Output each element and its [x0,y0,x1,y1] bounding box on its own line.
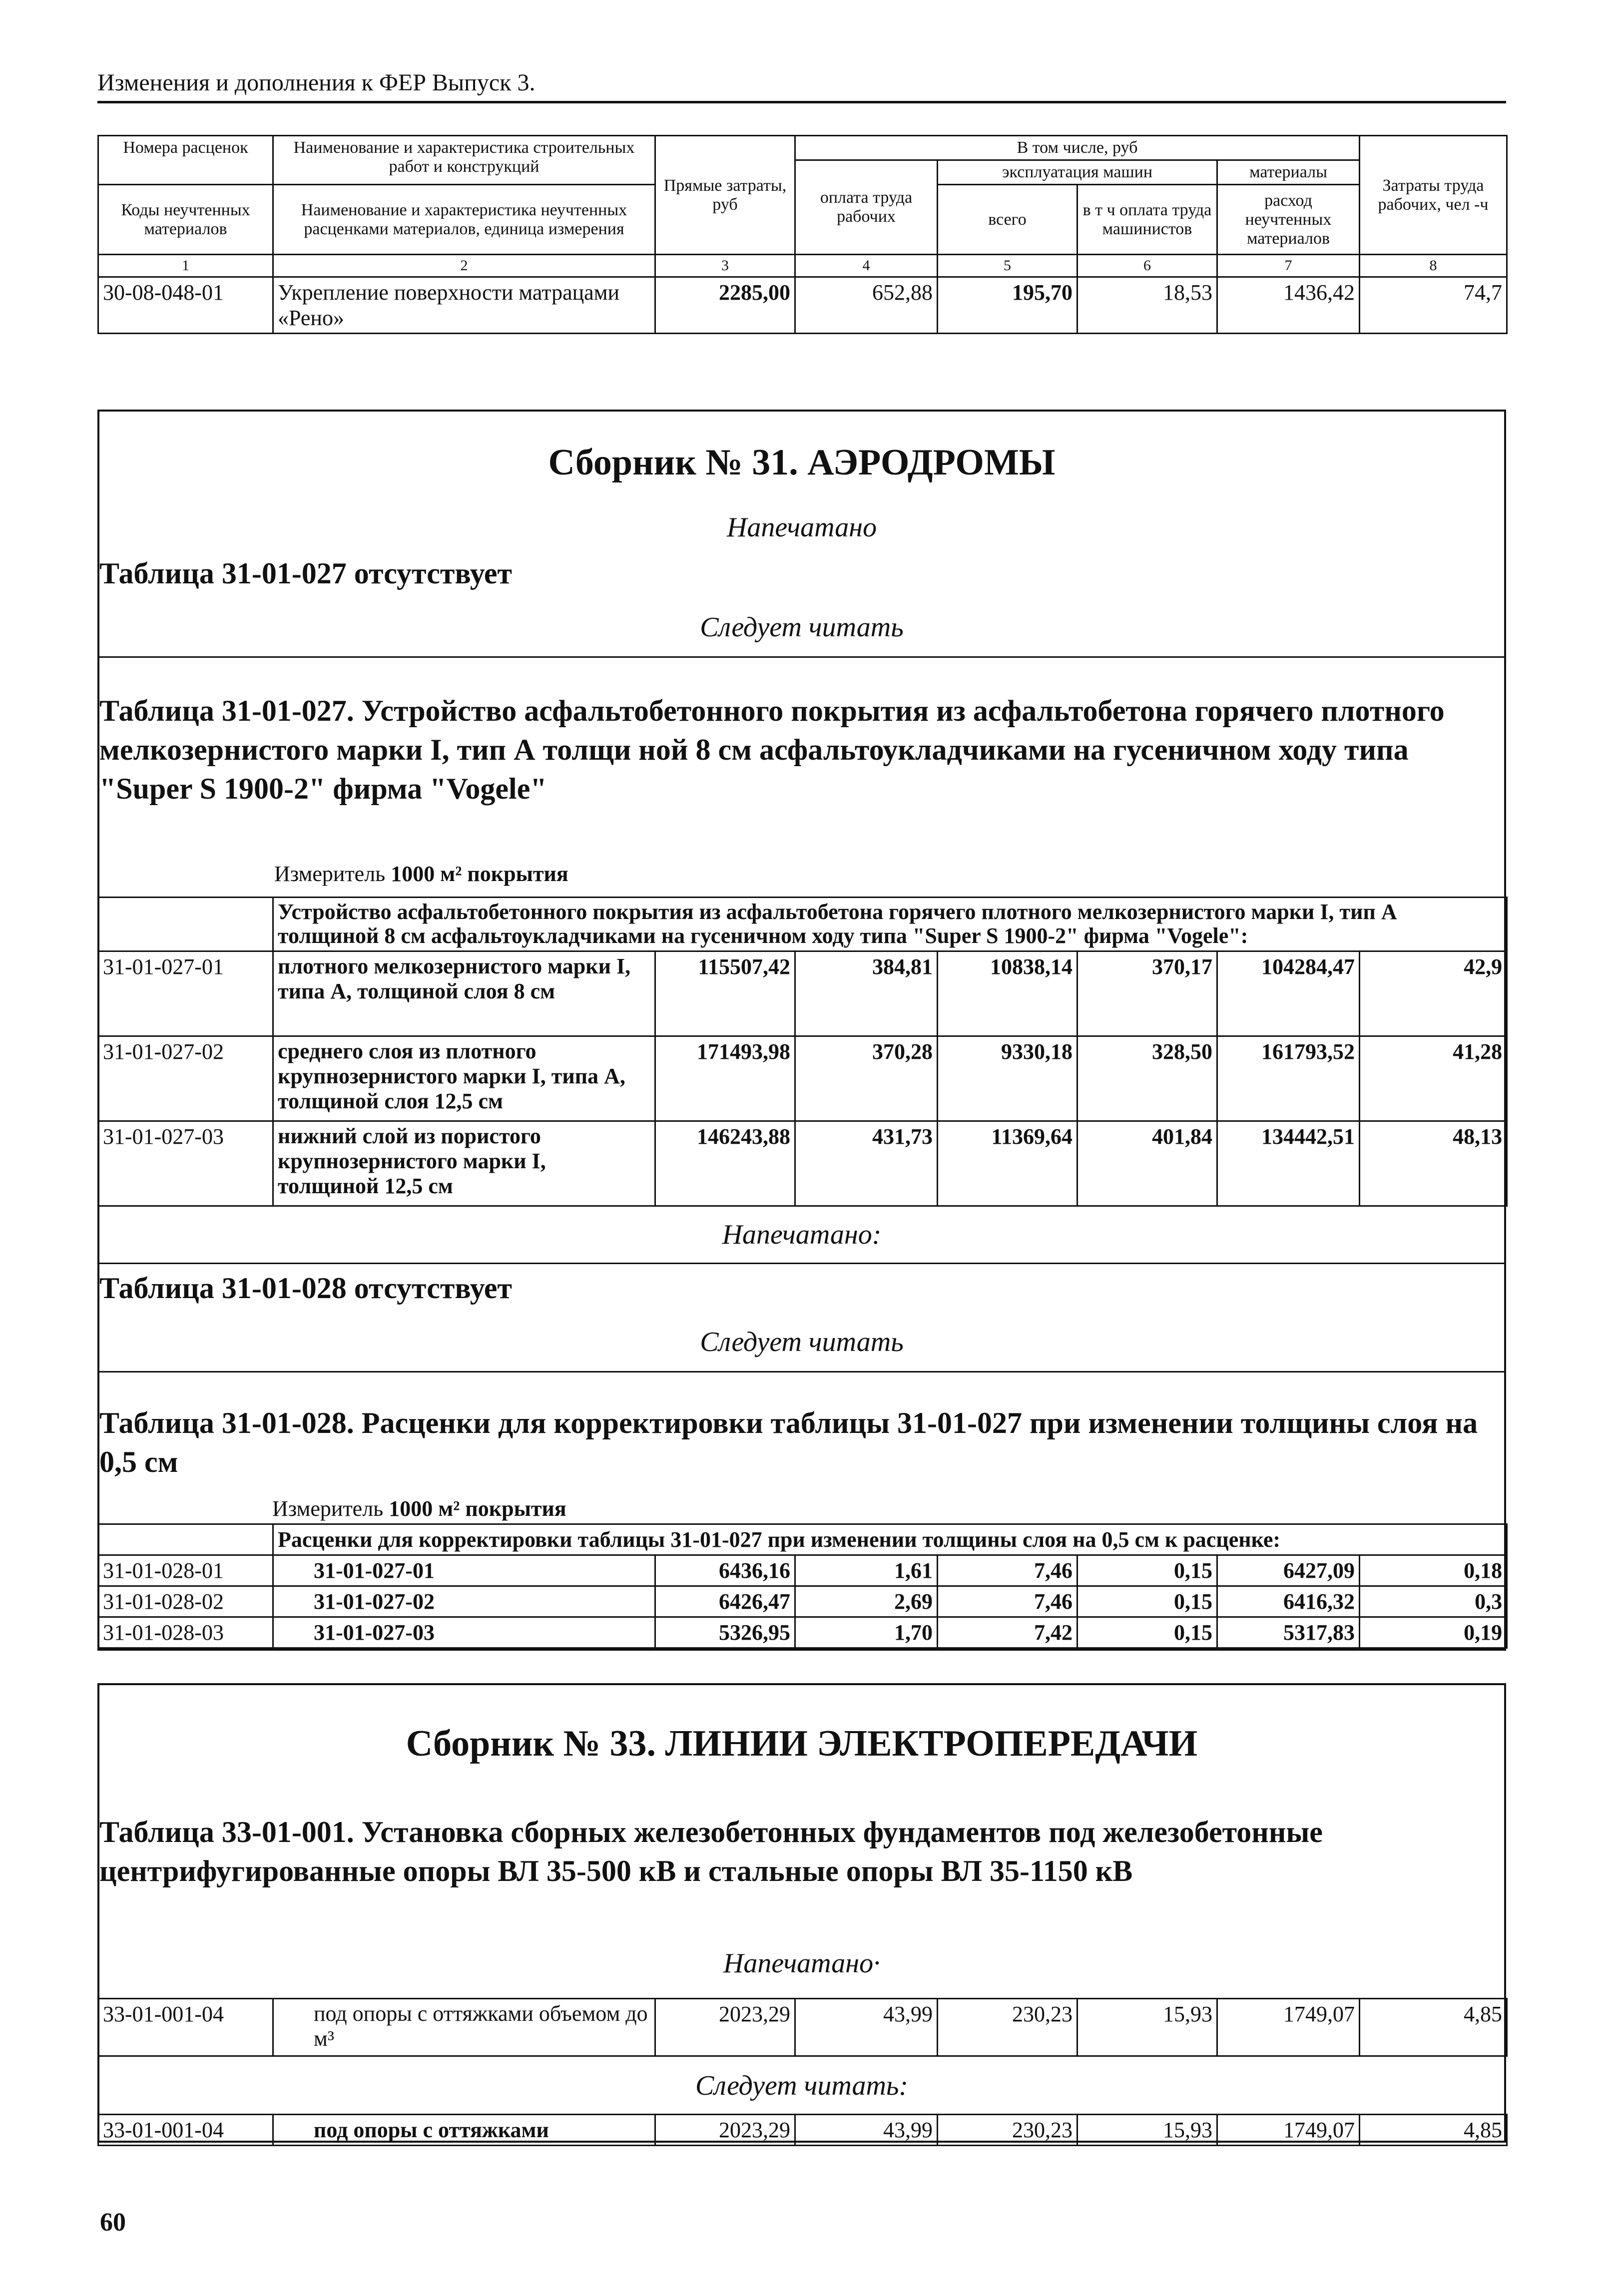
cell-value: 0,18 [1360,1555,1507,1586]
cell-value: 6427,09 [1217,1555,1360,1586]
cell-value: 11369,64 [938,1121,1077,1206]
meter-label: Измеритель [274,862,386,886]
header-pay: оплата труда рабочих [795,160,938,255]
cell-value: 0,15 [1077,1586,1217,1617]
meter-label: Измеритель [272,1496,384,1521]
cell-value: 74,7 [1360,277,1507,334]
rate-ref: 31-01-027-01 [273,1555,655,1586]
cell-value: 6426,47 [655,1586,795,1617]
cell-value: 7,42 [938,1617,1077,1648]
table-row [98,1617,1507,1648]
table-missing-note: Таблица 31-01-027 отсутствует [99,557,512,590]
header-labor: Затраты труда рабочих, чел -ч [1360,136,1507,255]
cell-value: 18,53 [1077,277,1217,334]
table-caption: Устройство асфальтобетонного покрытия из асфальтобетона горячего плотного мелкозернистого марки I, тип А толщи ной 8 см асфальтоукладчиками на гусеничном ходу типа "Super S 1900-2" фирма "Vogele" [99,694,1445,805]
col-number: 8 [1360,255,1507,277]
page-header: Изменения и дополнения к ФЕР Выпуск 3. [97,69,536,96]
meter-value: 1000 м² покрытия [389,1496,566,1521]
cell-value: 5317,83 [1217,1617,1360,1648]
table-caption: Установка сборных железобетонных фундаментов под железобетонные центрифугированные опоры ВЛ 35-500 кВ и стальные опоры ВЛ 35-1150 кВ [99,1816,1323,1887]
cell-value: 401,84 [1077,1121,1217,1206]
section-33-title: Сборник № 33. ЛИНИИ ЭЛЕКТРОПЕРЕДАЧИ [406,1723,1198,1764]
cell-value: 370,28 [795,1036,938,1121]
header-all: всего [938,185,1077,255]
table-33-printed [97,1998,1508,2057]
cell-value: 7,46 [938,1555,1077,1586]
cell-value: 1436,42 [1217,277,1360,334]
read-as-label: Следует читать: [695,2070,909,2101]
col-number: 7 [1217,255,1360,277]
col-number: 5 [938,255,1077,277]
cell-value: 6416,32 [1217,1586,1360,1617]
cell-value: 1,61 [795,1555,938,1586]
header-machines: эксплуатация машин [938,160,1217,185]
rate-code: 31-01-027-03 [98,1121,273,1206]
cell-value: 230,23 [938,1999,1077,2056]
header-rule [97,101,1506,103]
cell-value: 0,19 [1360,1617,1507,1648]
rate-name: Укрепление поверхности матрацами «Рено» [273,277,655,334]
col-number: 6 [1077,255,1217,277]
rate-ref: 31-01-027-03 [273,1617,655,1648]
table-row [98,277,1507,334]
header-work-name: Наименование и характеристика строительных работ и конструкций [273,136,655,185]
table-subtitle: Устройство асфальтобетонного покрытия из асфальтобетона горячего плотного мелкозернистого марки I, тип А толщиной 8 см асфальтоукладчиками на гусеничном ходу типа "Super S 1900-2" фирма "Vogele": [273,898,1507,951]
cell-value: 1,70 [795,1617,938,1648]
rate-code: 31-01-028-02 [98,1586,273,1617]
cell-value: 1749,07 [1217,2115,1360,2146]
divider [97,1371,1506,1373]
cell-value: 161793,52 [1217,1036,1360,1121]
cell-value: 146243,88 [655,1121,795,1206]
col-number: 1 [98,255,273,277]
column-header-table [97,135,1508,334]
header-including: В том числе, руб [795,136,1360,160]
table-subtitle: Расценки для корректировки таблицы 31-01-027 при изменении толщины слоя на 0,5 см к расценке: [273,1524,1507,1555]
header-operators-pay: в т ч оплата труда машинистов [1077,185,1217,255]
cell-value: 9330,18 [938,1036,1077,1121]
page-number: 60 [100,2208,126,2237]
table-row [98,1555,1507,1586]
cell-value: 2023,29 [655,2115,795,2146]
col-number: 4 [795,255,938,277]
rate-code: 31-01-027-02 [98,1036,273,1121]
rate-code: 33-01-001-04 [98,1999,273,2056]
table-title [99,1403,1503,1481]
rate-code: 31-01-028-03 [98,1617,273,1648]
cell-value: 43,99 [795,2115,938,2146]
cell-value: 0,15 [1077,1555,1217,1586]
cell-value: 104284,47 [1217,951,1360,1036]
meter-line [272,1496,566,1521]
meter-line [274,861,568,887]
cell-value: 1749,07 [1217,1999,1360,2056]
divider [99,656,1504,658]
cell-value: 384,81 [795,951,938,1036]
rate-name: плотного мелкозернистого марки I, типа А, толщиной слоя 8 см [273,951,655,1036]
cell-value: 0,3 [1360,1586,1507,1617]
printed-label: Напечатано [726,512,877,543]
rate-ref: 31-01-027-02 [273,1586,655,1617]
divider [97,1263,1506,1264]
cell-value: 370,17 [1077,951,1217,1036]
cell-value: 0,15 [1077,1617,1217,1648]
cell-value: 7,46 [938,1586,1077,1617]
table-row [98,1586,1507,1617]
header-unaccounted-materials: расход неучтенных материалов [1217,185,1360,255]
cell-value: 4,85 [1360,2115,1507,2146]
meter-value: 1000 м² покрытия [391,862,568,886]
rate-code: 31-01-028-01 [98,1555,273,1586]
cell-value: 48,13 [1360,1121,1507,1206]
header-rate-numbers: Номера расценок [98,136,273,185]
rate-name: нижний слой из пористого крупнозернистого марки I, толщиной 12,5 см [273,1121,655,1206]
table-title [99,1813,1503,1890]
cell-value: 10838,14 [938,951,1077,1036]
cell-value: 15,93 [1077,1999,1217,2056]
section-33-box [97,1683,1506,2143]
table-row [98,1999,1507,2056]
cell-value: 15,93 [1077,2115,1217,2146]
cell-value: 2023,29 [655,1999,795,2056]
table-31-01-027 [97,897,1508,1207]
cell-value: 6436,16 [655,1555,795,1586]
cell-value: 134442,51 [1217,1121,1360,1206]
cell-value: 652,88 [795,277,938,334]
header-material-codes: Коды неучтенных материалов [98,185,273,255]
table-row [98,1036,1507,1121]
rate-code: 30-08-048-01 [98,277,273,334]
cell-value: 2285,00 [655,277,795,334]
table-31-01-028 [97,1523,1508,1649]
col-number: 3 [655,255,795,277]
rate-name: под опоры с оттяжками объемом до м³ [273,1999,655,2056]
section-31-title: Сборник № 31. АЭРОДРОМЫ [548,442,1056,483]
header-direct-costs: Прямые затраты, руб [655,136,795,255]
cell-value: 2,69 [795,1586,938,1617]
table-number: Таблица 33-01-001. [99,1816,354,1848]
header-material-name: Наименование и характеристика неучтенных расценками материалов, единица измерения [273,185,655,255]
table-row [98,2115,1507,2146]
col-number: 2 [273,255,655,277]
cell-value: 195,70 [938,277,1077,334]
printed-label: Напечатано· [723,1948,881,1979]
rate-code: 33-01-001-04 [98,2115,273,2146]
rate-code: 31-01-027-01 [98,951,273,1036]
cell-value: 43,99 [795,1999,938,2056]
table-row [98,951,1507,1036]
cell-value: 5326,95 [655,1617,795,1648]
table-title [99,691,1503,808]
printed-label: Напечатано: [722,1219,882,1250]
rate-name: под опоры с оттяжками [273,2115,655,2146]
cell-value: 431,73 [795,1121,938,1206]
cell-value: 230,23 [938,2115,1077,2146]
read-as-label: Следует читать [700,1327,904,1358]
read-as-label: Следует читать [700,612,904,643]
rate-name: среднего слоя из плотного крупнозернистого марки I, типа А, толщиной слоя 12,5 см [273,1036,655,1121]
cell-value: 41,28 [1360,1036,1507,1121]
cell-value: 115507,42 [655,951,795,1036]
cell-value: 42,9 [1360,951,1507,1036]
table-row [98,1121,1507,1206]
table-number: Таблица 31-01-027. [99,694,354,727]
cell-value: 4,85 [1360,1999,1507,2056]
table-number: Таблица 31-01-028. [99,1406,354,1439]
header-materials: материалы [1217,160,1360,185]
table-caption: Расценки для корректировки таблицы 31-01-027 при изменении толщины слоя на 0,5 см [99,1406,1478,1478]
cell-value: 171493,98 [655,1036,795,1121]
table-33-corrected [97,2114,1508,2146]
table-missing-note: Таблица 31-01-028 отсутствует [99,1272,512,1305]
cell-value: 328,50 [1077,1036,1217,1121]
